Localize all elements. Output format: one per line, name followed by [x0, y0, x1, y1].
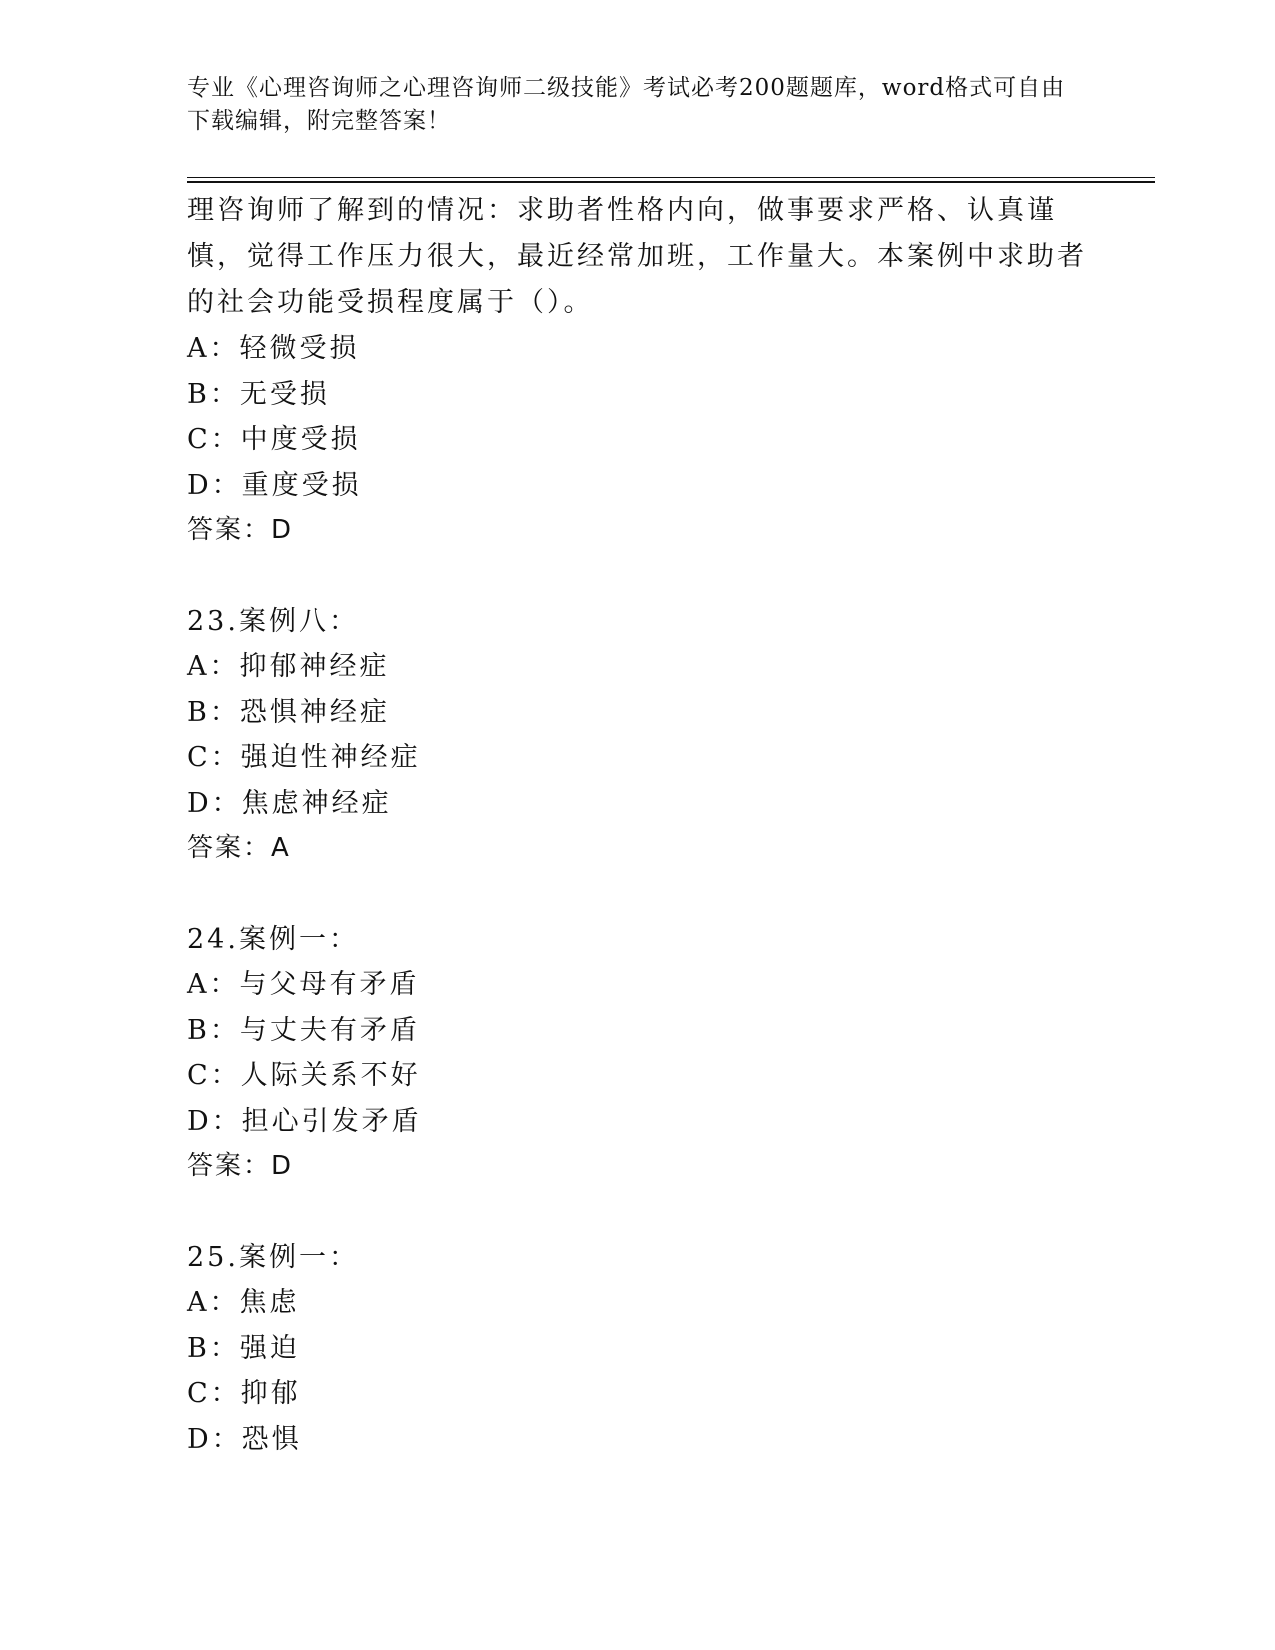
option-d: D：重度受损 — [187, 469, 362, 501]
answer-line: 答案：D — [187, 515, 294, 545]
spacer — [187, 1190, 1087, 1235]
spacer — [187, 554, 1087, 599]
option-c: C：人际关系不好 — [187, 1060, 421, 1091]
question-stem: 23.案例八： — [187, 605, 359, 637]
option-b: B：无受损 — [187, 378, 330, 410]
header-rule-thin — [187, 177, 1155, 178]
option-d: D：担心引发矛盾 — [187, 1105, 422, 1137]
question-block — [187, 599, 1087, 872]
spacer — [187, 872, 1087, 917]
question-stem: 24.案例一： — [187, 923, 359, 955]
option-c: C：强迫性神经症 — [187, 742, 421, 773]
option-b: B：与丈夫有矛盾 — [187, 1014, 420, 1046]
option-d: D：恐惧 — [187, 1423, 302, 1455]
option-a: A：轻微受损 — [187, 333, 360, 364]
option-d: D：焦虑神经症 — [187, 787, 392, 819]
option-c: C：抑郁 — [187, 1378, 301, 1409]
option-a: A：焦虑 — [187, 1287, 300, 1318]
option-a: A：与父母有矛盾 — [187, 969, 420, 1000]
question-block — [187, 1235, 1087, 1463]
answer-line: 答案：D — [187, 1151, 294, 1181]
header-rule-thick — [187, 181, 1155, 183]
answer-line: 答案：A — [187, 833, 291, 863]
option-b: B：强迫 — [187, 1332, 300, 1364]
document-header: 专业《心理咨询师之心理咨询师二级技能》考试必考200题题库，word格式可自由下载编辑，附完整答案！ — [187, 75, 1066, 134]
question-stem: 25.案例一： — [187, 1241, 359, 1273]
option-b: B：恐惧神经症 — [187, 696, 390, 728]
question-list — [187, 188, 1087, 1462]
option-c: C：中度受损 — [187, 424, 361, 455]
question-stem: 理咨询师了解到的情况：求助者性格内向，做事要求严格、认真谨慎，觉得工作压力很大，最近经常加班，工作量大。本案例中求助者的社会功能受损程度属于（）。 — [187, 195, 1087, 318]
question-block — [187, 917, 1087, 1190]
option-a: A：抑郁神经症 — [187, 651, 390, 682]
question-block — [187, 188, 1087, 554]
